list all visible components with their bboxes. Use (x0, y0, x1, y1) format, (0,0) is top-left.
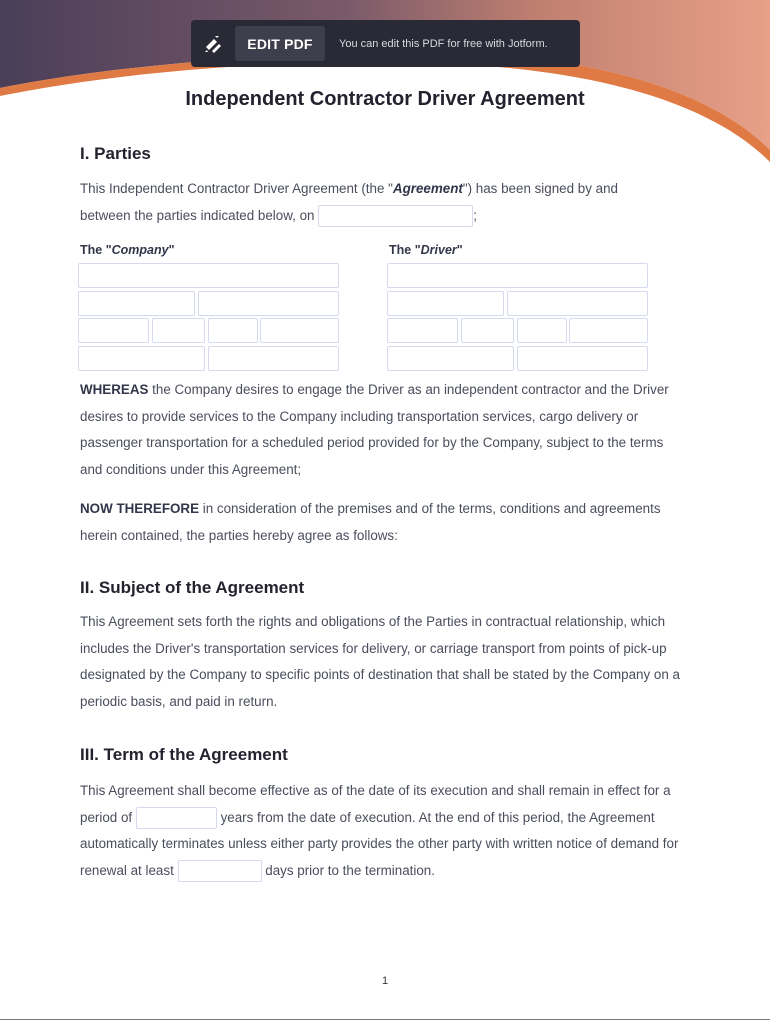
toolbar-message: You can edit this PDF for free with Jotform. (339, 37, 548, 50)
parties-intro-text: This Independent Contractor Driver Agreement (the " (80, 181, 393, 196)
now-therefore-paragraph (80, 496, 670, 549)
company-email-field[interactable] (208, 346, 339, 371)
company-country-field[interactable] (260, 318, 339, 343)
driver-zip-field[interactable] (517, 318, 567, 343)
now-therefore-lead: NOW THEREFORE (80, 501, 200, 516)
agreement-term: Agreement (392, 181, 463, 196)
section-heading-term: III. Term of the Agreement (80, 745, 288, 764)
term-text-2: years from the date of execution. At the end of this period, the Agreement automatically terminates unless either party provides the other party with written notice of demand for renewal at least (80, 809, 679, 878)
driver-state-field[interactable] (461, 318, 514, 343)
jotform-pencil-icon (198, 29, 228, 59)
driver-email-field[interactable] (517, 346, 648, 371)
parties-intro-text-4: ; (473, 207, 477, 223)
company-zip-field[interactable] (208, 318, 258, 343)
company-address-field-1[interactable] (78, 291, 195, 316)
company-phone-field[interactable] (78, 346, 205, 371)
document-title: Independent Contractor Driver Agreement (185, 88, 585, 110)
jotform-toolbar (191, 20, 580, 67)
driver-phone-field[interactable] (387, 346, 514, 371)
whereas-lead: WHEREAS (80, 382, 149, 397)
subject-paragraph: This Agreement sets forth the rights and obligations of the Parties in contractual relationship, which includes the Driver's transportation services for delivery, or carriage transport from points of pick-up designated by the Company to specific points of destination that shall be stated by the Company on a periodic basis, and paid in return. (80, 614, 680, 709)
now-therefore-text: in consideration of the premises and of the terms, conditions and agreements herein contained, the parties hereby agree as follows: (80, 501, 661, 543)
company-city-field[interactable] (78, 318, 149, 343)
company-name-field[interactable] (78, 263, 339, 288)
whereas-paragraph (80, 377, 680, 483)
agreement-date-field[interactable] (318, 205, 473, 227)
driver-city-field[interactable] (387, 318, 458, 343)
parties-intro-text-2: ") has been signed by and (462, 181, 618, 196)
driver-label: The "Driver" (389, 243, 463, 257)
company-label: The "Company" (80, 243, 175, 257)
company-address-field-2[interactable] (198, 291, 339, 316)
term-paragraph (80, 778, 690, 884)
term-text-1: This Agreement shall become effective as of the date of its execution and shall remain in effect for a period of (80, 783, 671, 825)
page-number: 1 (381, 975, 389, 987)
parties-intro (80, 176, 700, 229)
term-text-3: days prior to the termination. (265, 862, 435, 878)
parties-intro-text-3: between the parties indicated below, on (80, 207, 315, 223)
section-heading-subject: II. Subject of the Agreement (80, 578, 305, 597)
company-state-field[interactable] (152, 318, 205, 343)
edit-pdf-button[interactable]: EDIT PDF (235, 26, 325, 61)
driver-name-field[interactable] (387, 263, 648, 288)
driver-address-field-2[interactable] (507, 291, 648, 316)
renewal-notice-days-field[interactable] (178, 860, 262, 882)
driver-country-field[interactable] (569, 318, 648, 343)
section-heading-parties: I. Parties (80, 144, 151, 163)
driver-address-field-1[interactable] (387, 291, 504, 316)
page-divider (0, 1019, 770, 1020)
whereas-text: the Company desires to engage the Driver as an independent contractor and the Driver desires to provide services to the Company including transportation services, cargo delivery or passenger transportation for a scheduled period provided for by the Company, subject to the terms and conditions under this Agreement; (80, 382, 669, 477)
term-years-field[interactable] (136, 807, 217, 829)
